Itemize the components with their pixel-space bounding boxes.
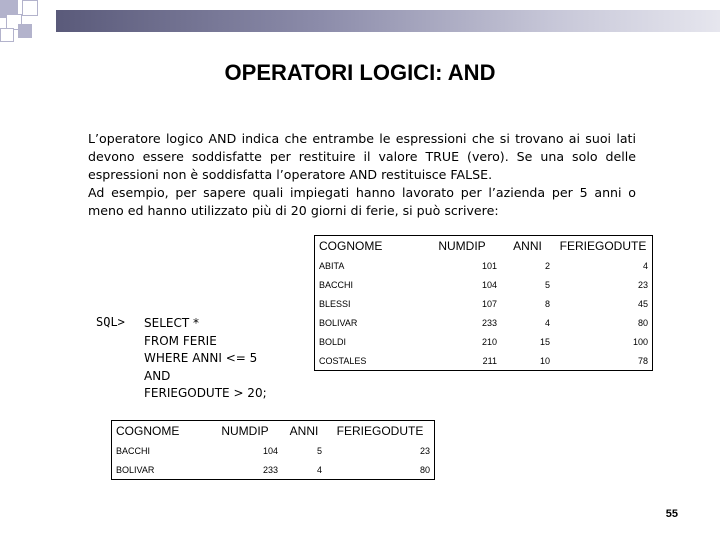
paragraph-2: Ad esempio, per sapere quali impiegati hanno lavorato per l’azienda per 5 anni o meno ed hanno utilizzato più di 20 giorni di ferie, si può scrivere: [88,185,636,218]
table-cell: 210 [481,336,497,347]
sql-query [144,315,267,403]
column-header: COGNOME [319,239,383,253]
ferie-table [314,235,653,371]
table-cell: 4 [316,464,322,475]
column-header: COGNOME [116,424,180,438]
table-cell: BOLIVAR [116,464,155,475]
decor-square [0,28,14,42]
table-cell: 104 [262,445,278,456]
paragraph-1: L’operatore logico AND indica che entrambe le espressioni che si trovano ai suoi lati devono essere soddisfatte per restituire il valore TRUE (vero). Se una solo delle espressioni non è soddisfatta l’operatore AND restituisce FALSE. [88,131,636,182]
column-header: FERIEGODUTE [336,424,424,438]
table-header-row [315,236,653,257]
sql-prompt: SQL> [96,315,125,329]
table-cell: 233 [262,464,278,475]
table-cell: 23 [419,445,430,456]
table-cell: 80 [637,317,648,328]
table-cell: 23 [637,279,648,290]
sql-line: WHERE ANNI <= 5 [144,351,258,365]
sql-line: FERIEGODUTE > 20; [144,386,267,400]
table-cell: 4 [544,317,550,328]
table-cell: BOLDI [319,336,347,347]
table-cell: 211 [482,355,497,366]
header-band [56,10,720,32]
table-cell: 10 [539,355,550,366]
table-cell: COSTALES [319,355,367,366]
table-cell: BOLIVAR [319,317,358,328]
table-cell: 107 [481,298,497,309]
table-row [315,351,653,371]
page-number: 55 [665,508,678,520]
decor-square [18,24,32,38]
table-cell: 4 [642,260,648,271]
table-header-row [112,421,435,442]
table-cell: 8 [544,298,550,309]
table-cell: BACCHI [319,279,354,290]
decor-square [22,0,38,16]
table-cell: 5 [544,279,550,290]
table-row [315,332,653,351]
body-text [88,130,636,220]
column-header: NUMDIP [438,239,486,253]
table-row [315,275,653,294]
column-header: FERIEGODUTE [559,239,647,253]
table-cell: 5 [316,445,322,456]
table-row [315,313,653,332]
table-cell: 15 [539,336,550,347]
column-header: NUMDIP [221,424,269,438]
slide-title: OPERATORI LOGICI: AND [224,60,496,85]
column-header: ANNI [289,424,319,438]
column-header: ANNI [513,239,542,253]
sql-line: FROM FERIE [144,333,217,348]
table-cell: 100 [632,336,648,347]
table-cell: BLESSI [319,298,351,309]
table-cell: 104 [481,279,497,290]
table-cell: 80 [419,464,430,475]
table-cell: 45 [637,298,648,309]
sql-line: AND [144,368,171,383]
table-cell: 2 [544,260,550,271]
sql-line: SELECT * [144,316,199,330]
table-row [112,460,435,480]
table-cell: 101 [481,260,497,271]
table-row [315,256,653,275]
table-row [112,441,435,460]
table-cell: BACCHI [116,445,151,456]
table-cell: 78 [637,355,648,366]
table-cell: ABITA [319,260,345,271]
result-table [111,420,435,480]
table-cell: 233 [481,317,497,328]
table-row [315,294,653,313]
